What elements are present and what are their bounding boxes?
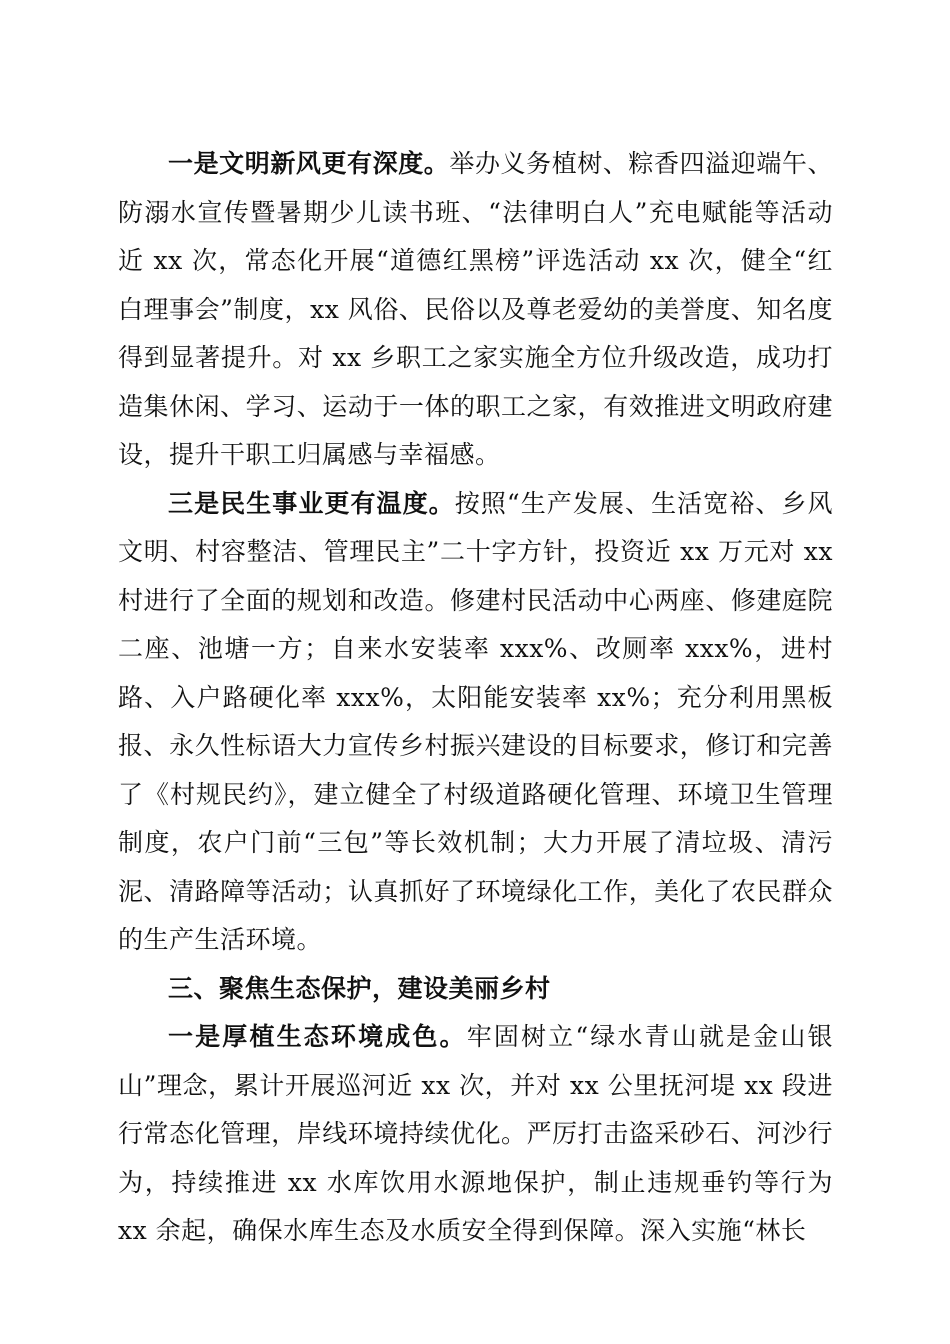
paragraph-lead: 三是民生事业更有温度。 [168, 488, 455, 518]
document-page [118, 140, 833, 1256]
paragraph-lead: 一是厚植生态环境成色。 [168, 1022, 467, 1051]
paragraph-civilization [118, 140, 833, 480]
paragraph-body: 牢固树立“绿水青山就是金山银山”理念，累计开展巡河近 xx 次，并对 xx 公里抚河堤 xx 段进行常态化管理，岸线环境持续优化。严厉打击盗采砂石、河沙行为，持续推进 xx 水库饮用水源地保护，制止违规垂钓等行为 xx 余起，确保水库生态及水质安全得到保障。深入实施“林长 [118, 1022, 833, 1245]
paragraph-body: 举办义务植树、粽香四溢迎端午、防溺水宣传暨暑期少儿读书班、“法律明白人”充电赋能等活动近 xx 次，常态化开展“道德红黑榜”评选活动 xx 次，健全“红白理事会”制度，xx 风俗、民俗以及尊老爱幼的美誉度、知名度得到显著提升。对 xx 乡职工之家实施全方位升级改造，成功打造集休闲、学习、运动于一体的职工之家，有效推进文明政府建设，提升干职工归属感与幸福感。 [118, 149, 833, 469]
paragraph-body: 按照“生产发展、生活宽裕、乡风文明、村容整洁、管理民主”二十字方针，投资近 xx 万元对 xx 村进行了全面的规划和改造。修建村民活动中心两座、修建庭院二座、池塘一方；自来水安装率 xxx%、改厕率 xxx%，进村路、入户路硬化率 xxx%，太阳能安装率 xx%；充分利用黑板报、永久性标语大力宣传乡村振兴建设的目标要求，修订和完善了《村规民约》，建立健全了村级道路硬化管理、环境卫生管理制度，农户门前“三包”等长效机制；大力开展了清垃圾、清污泥、清路障等活动；认真抓好了环境绿化工作，美化了农民群众的生产生活环境。 [118, 488, 833, 954]
section-heading: 三、聚焦生态保护，建设美丽乡村 [168, 973, 551, 1003]
paragraph-ecology [118, 1013, 833, 1256]
paragraph-lead: 一是文明新风更有深度。 [168, 149, 450, 178]
paragraph-livelihood [118, 480, 833, 965]
